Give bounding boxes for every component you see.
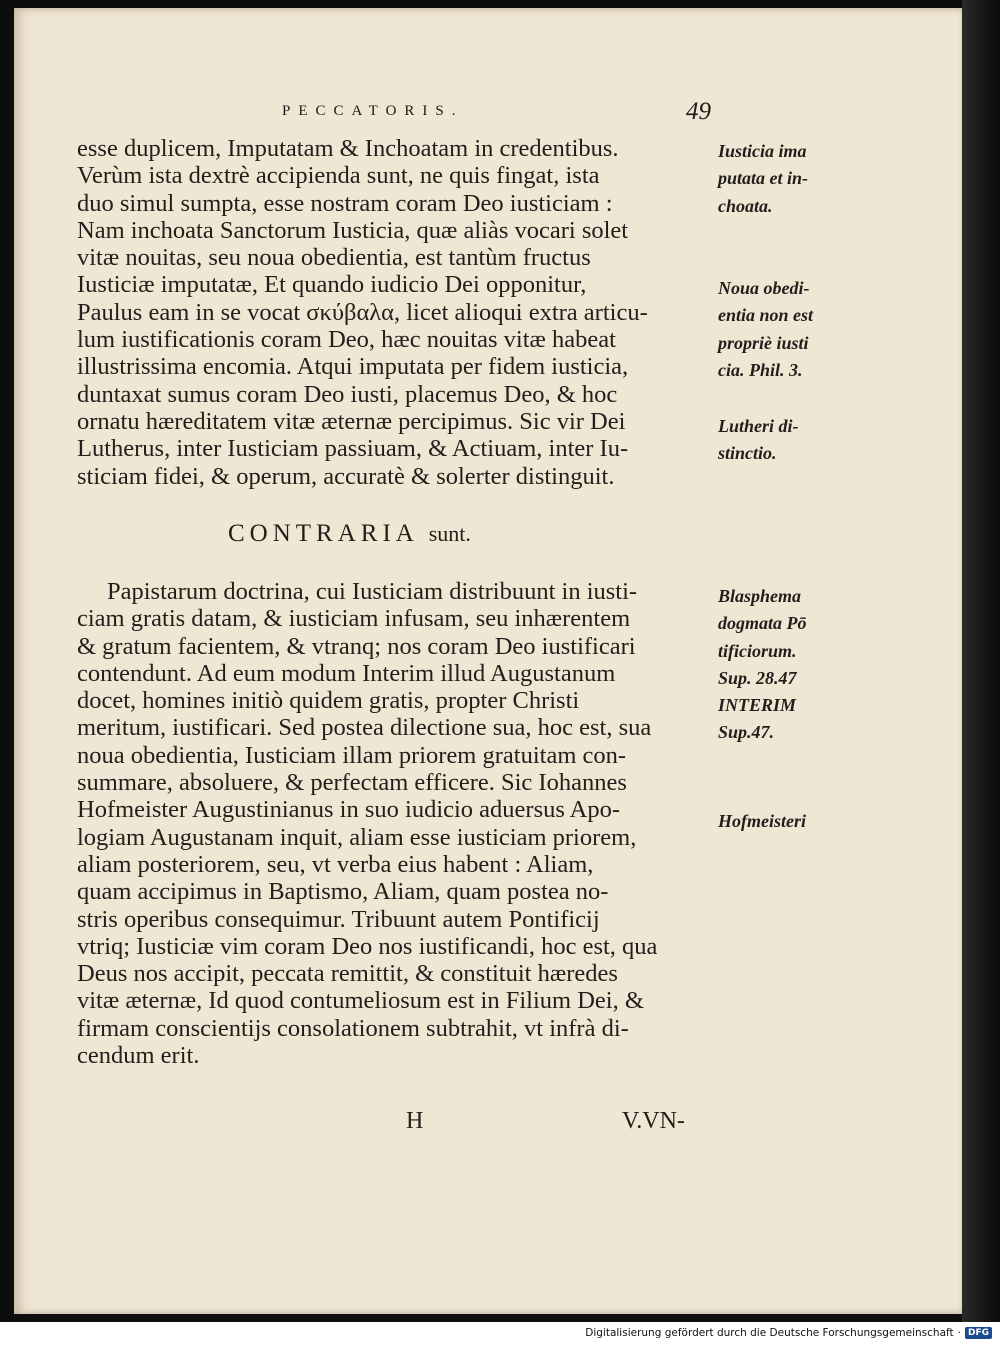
text-line: ornatu hæreditatem vitæ æternæ percipimus. Sic vir Dei	[77, 407, 626, 435]
text-line: cendum erit.	[77, 1042, 200, 1070]
marginal-note-5	[718, 808, 842, 835]
marginal-line: stinctio.	[718, 443, 777, 464]
credit-separator: ·	[957, 1327, 961, 1339]
text-line: aliam posteriorem, seu, vt verba eius habent : Aliam,	[77, 850, 594, 878]
heading-suffix: sunt.	[428, 521, 471, 546]
text-line: Deus nos accipit, peccata remittit, & constituit hæredes	[77, 960, 618, 988]
text-line: noua obedientia, Iusticiam illam priorem gratuitam con-	[77, 741, 627, 769]
marginal-note-3	[718, 413, 842, 468]
text-line: sticiam fidei, & operum, accuratè & solerter distinguit.	[77, 462, 615, 490]
text-line: contendunt. Ad eum modum Interim illud Augustanum	[77, 659, 616, 687]
text-line: firmam conscientijs consolationem subtrahit, vt infrà di-	[77, 1014, 629, 1042]
marginal-line: Sup.47.	[718, 722, 775, 743]
marginal-note-2	[718, 275, 842, 384]
marginal-line: dogmata Pō	[718, 613, 807, 634]
text-line: vitæ nouitas, seu noua obedientia, est tantùm fructus	[77, 244, 591, 272]
text-line: Paulus eam in se vocat σκύβαλα, licet alioqui extra articu-	[77, 298, 648, 326]
text-line: Nam inchoata Sanctorum Iusticia, quæ aliàs vocari solet	[77, 216, 629, 244]
text-line: Hofmeister Augustinianus in suo iudicio aduersus Apo-	[77, 796, 621, 824]
marginal-line: tificiorum.	[718, 640, 797, 661]
marginal-line: Sup. 28.47	[718, 667, 797, 688]
text-line: lum iustificationis coram Deo, hæc nouitas vitæ habeat	[77, 326, 616, 354]
text-line: illustrissima encomia. Atqui imputata per fidem iusticia,	[77, 353, 629, 381]
text-line: Lutherus, inter Iusticiam passiuam, & Actiuam, inter Iu-	[77, 435, 629, 463]
marginal-line: Noua obedi-	[718, 278, 810, 298]
text-line: Iusticiæ imputatæ, Et quando iudicio Dei opponitur,	[77, 271, 587, 299]
text-line: Verùm ista dextrè accipienda sunt, ne quis fingat, ista	[77, 162, 600, 190]
catchword: V.VN-	[622, 1108, 685, 1134]
paragraph-1	[77, 135, 711, 490]
text-line: stris operibus consequimur. Tribuunt autem Pontificij	[77, 905, 600, 933]
marginal-line: Lutheri di-	[718, 416, 799, 436]
book-spine	[962, 0, 1000, 1322]
section-heading	[228, 520, 471, 548]
marginal-line: Hofmeisteri	[718, 811, 806, 831]
marginal-line: entia non est	[718, 305, 814, 326]
text-line: summare, absoluere, & perfectam efficere. Sic Iohannes	[77, 769, 627, 797]
text-line: esse duplicem, Imputatam & Inchoatam in credentibus.	[77, 135, 619, 162]
text-line: meritum, iustificari. Sed postea dilectione sua, hoc est, sua	[77, 714, 652, 742]
page-number: 49	[686, 98, 711, 125]
marginal-line: choata.	[718, 195, 773, 216]
marginal-line: Blasphema	[718, 586, 802, 606]
marginal-note-4	[718, 583, 842, 747]
marginal-line: cia. Phil. 3.	[718, 359, 803, 380]
text-line: vtriq; Iusticiæ vim coram Deo nos iustificandi, hoc est, qua	[77, 932, 658, 960]
text-line: quam accipimus in Baptismo, Aliam, quam postea no-	[77, 878, 609, 906]
heading-caps: CONTRARIA	[228, 520, 418, 547]
digitization-credit	[585, 1327, 992, 1339]
marginal-line: propriè iusti	[718, 332, 809, 353]
text-line: duntaxat sumus coram Deo iusti, placemus Deo, & hoc	[77, 380, 618, 408]
marginal-note-1	[718, 138, 842, 220]
signature-mark: H	[406, 1108, 424, 1134]
credit-text: Digitalisierung gefördert durch die Deutsche Forschungsgemeinschaft	[585, 1327, 954, 1339]
marginal-line: INTERIM	[718, 695, 797, 716]
text-line: logiam Augustanam inquit, aliam esse iusticiam priorem,	[77, 823, 637, 851]
dfg-logo: DFG	[965, 1327, 992, 1339]
text-line: Papistarum doctrina, cui Iusticiam distribuunt in iusti-	[107, 578, 638, 605]
text-line: duo simul sumpta, esse nostram coram Deo iusticiam :	[77, 189, 613, 217]
running-head: PECCATORIS.	[282, 103, 464, 119]
paragraph-2	[77, 578, 711, 1069]
text-line: docet, homines initiò quidem gratis, propter Christi	[77, 687, 580, 715]
text-line: vitæ æternæ, Id quod contumeliosum est in Filium Dei, &	[77, 987, 644, 1015]
text-line: ciam gratis datam, & iusticiam infusam, seu inhærentem	[77, 605, 631, 633]
text-line: & gratum facientem, & vtranq; nos coram Deo iustificari	[77, 632, 636, 660]
marginal-line: putata et in-	[718, 168, 809, 189]
marginal-line: Iusticia ima	[718, 141, 807, 161]
